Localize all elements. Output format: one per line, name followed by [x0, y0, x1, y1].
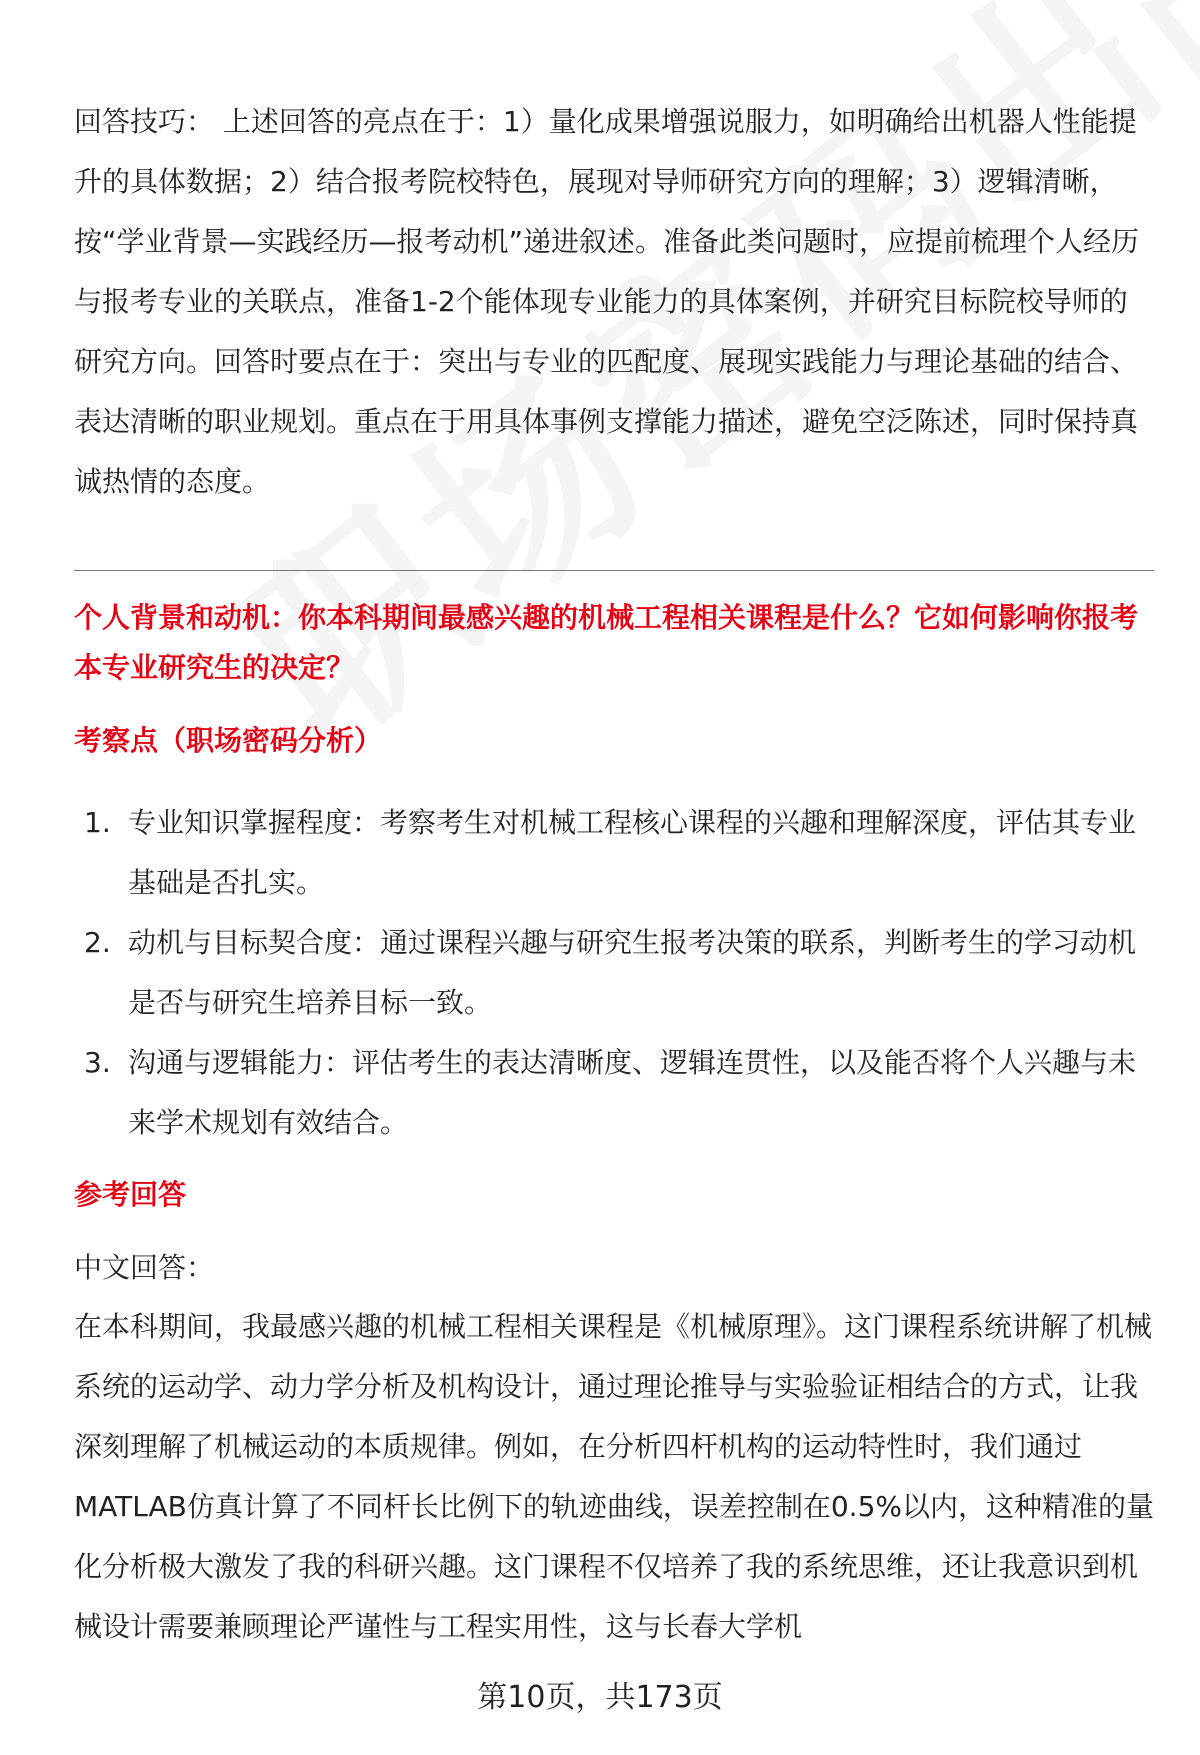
list-item-number: 1. — [84, 806, 111, 839]
list-item — [74, 913, 1154, 1033]
chinese-answer-label: 中文回答： — [74, 1251, 215, 1284]
list-item-text: 专业知识掌握程度：考察考生对机械工程核心课程的兴趣和理解深度，评估其专业基础是否扎实。 — [128, 806, 1137, 899]
reference-answer-paragraph: 在本科期间，我最感兴趣的机械工程相关课程是《机械原理》。这门课程系统讲解了机械系统的运动学、动力学分析及机构设计，通过理论推导与实验验证相结合的方式，让我深刻理解了机械运动的本质规律。例如，在分析四杆机构的运动特性时，我们通过MATLAB仿真计算了不同杆长比例下的轨迹曲线，误差控制在0.5%以内，这种精准的量化分析极大激发了我的科研兴趣。这门课程不仅培养了我的系统思维，还让我意识到机械设计需要兼顾理论严谨性与工程实用性，这与长春大学机 — [74, 1310, 1154, 1643]
list-item-number: 3. — [84, 1046, 111, 1079]
answer-tips-paragraph: 回答技巧： 上述回答的亮点在于：1）量化成果增强说服力，如明确给出机器人性能提升的具体数据；2）结合报考院校特色，展现对导师研究方向的理解；3）逻辑清晰，按“学业背景—实践经历—报考动机”递进叙述。准备此类问题时，应提前梳理个人经历与报考专业的关联点，准备1-2个能体现专业能力的具体案例，并研究目标院校导师的研究方向。回答时要点在于：突出与专业的匹配度、展现实践能力与理论基础的结合、表达清晰的职业规划。重点在于用具体事例支撑能力描述，避免空泛陈述，同时保持真诚热情的态度。 — [74, 105, 1140, 498]
list-item — [74, 1033, 1154, 1153]
list-item-text: 动机与目标契合度：通过课程兴趣与研究生报考决策的联系，判断考生的学习动机是否与研究生培养目标一致。 — [128, 926, 1137, 1019]
page-number-footer: 第10页，共173页 — [477, 1680, 723, 1715]
analysis-list — [74, 793, 1154, 1153]
list-item-text: 沟通与逻辑能力：评估考生的表达清晰度、逻辑连贯性，以及能否将个人兴趣与未来学术规划有效结合。 — [128, 1046, 1137, 1139]
document-page — [74, 92, 1154, 1657]
section-divider — [74, 570, 1154, 571]
analysis-heading: 考察点（职场密码分析） — [74, 724, 383, 757]
question-heading: 个人背景和动机：你本科期间最感兴趣的机械工程相关课程是什么？它如何影响你报考本专业研究生的决定？ — [74, 601, 1139, 684]
list-item-number: 2. — [84, 926, 111, 959]
reference-answer-heading: 参考回答 — [74, 1178, 187, 1211]
list-item — [74, 793, 1154, 913]
